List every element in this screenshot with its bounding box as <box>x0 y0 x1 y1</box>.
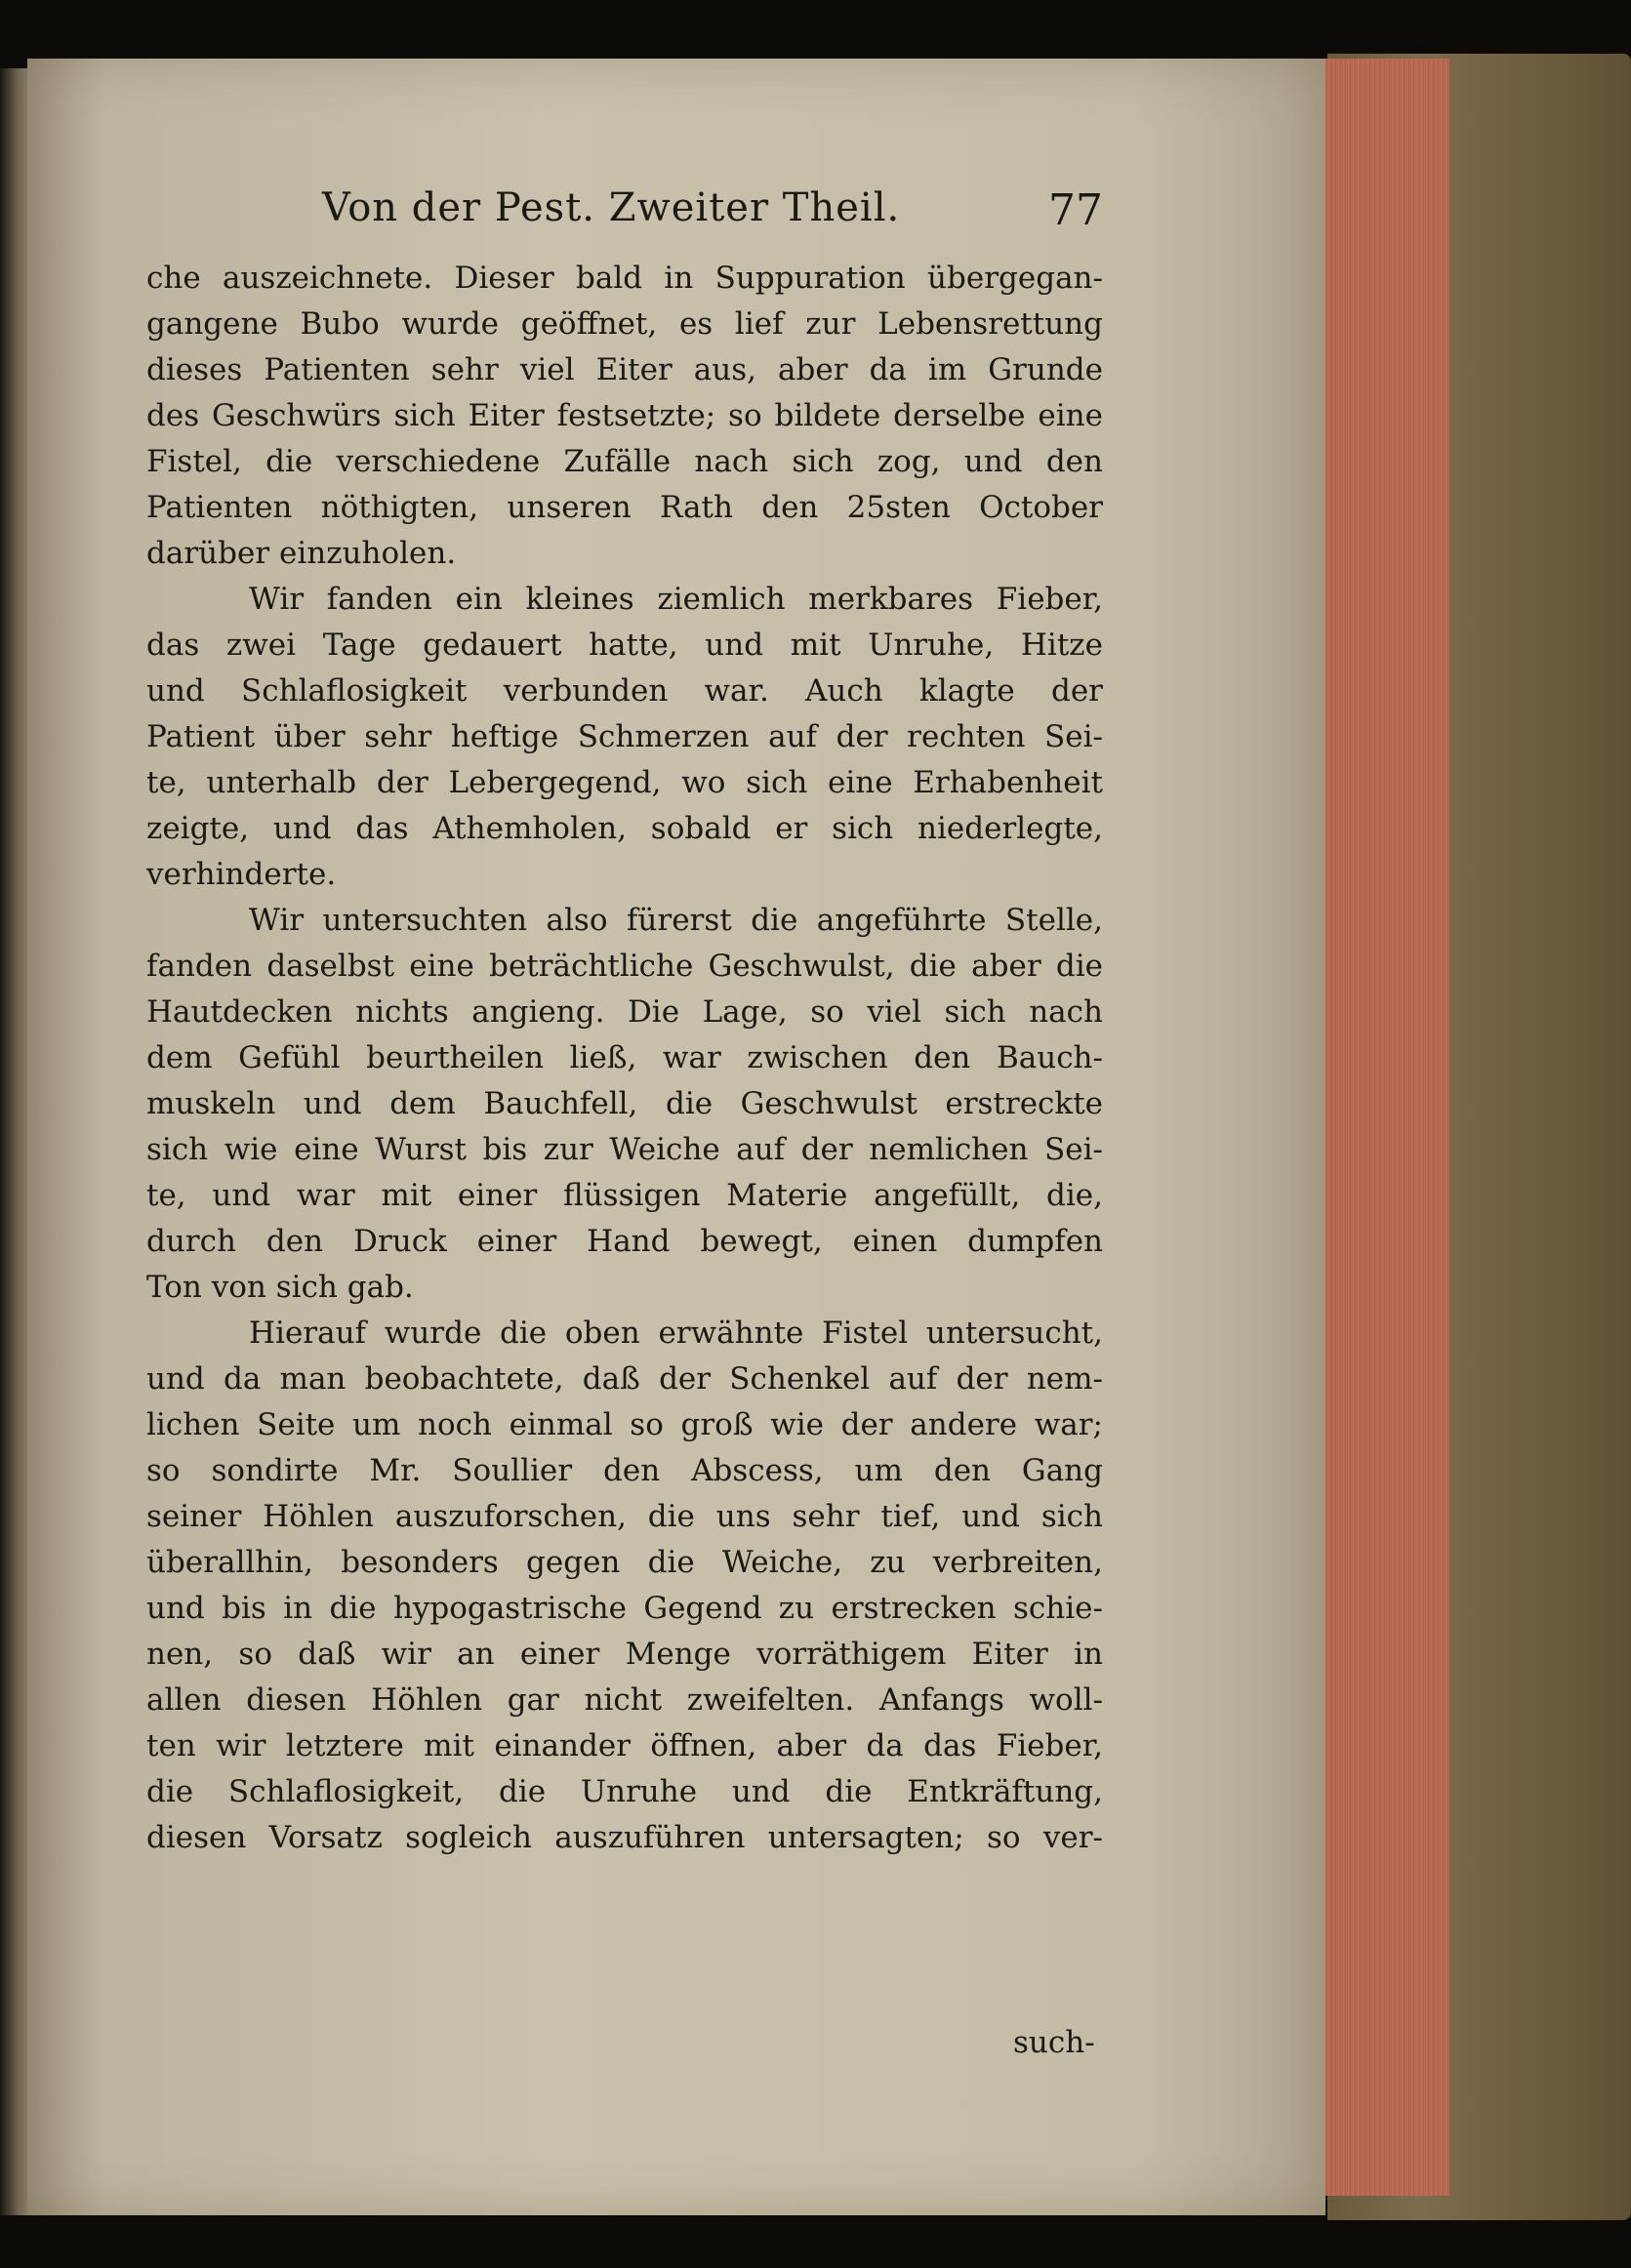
text-line: Fistel, die verschiedene Zufälle nach sich zog, und den <box>146 444 1103 479</box>
text-line: che auszeichnete. Dieser bald in Suppuration übergegan- <box>146 261 1103 296</box>
text-line: und Schlaflosigkeit verbunden war. Auch klagte der <box>146 673 1103 709</box>
text-line: verhinderte. <box>146 857 337 892</box>
text-line: gangene Bubo wurde geöffnet, es lief zur Lebensrettung <box>146 306 1103 342</box>
text-line: sich wie eine Wurst bis zur Weiche auf der nemlichen Sei- <box>146 1132 1103 1167</box>
body-text <box>146 256 1103 1861</box>
text-line: des Geschwürs sich Eiter festsetzte; so bildete derselbe eine <box>146 398 1103 433</box>
text-line: und bis in die hypogastrische Gegend zu erstrecken schie- <box>146 1591 1103 1626</box>
header-title: Von der Pest. Zweiter Theil. <box>322 185 901 230</box>
text-line: Hautdecken nichts angieng. Die Lage, so viel sich nach <box>146 994 1103 1030</box>
text-line: Ton von sich gab. <box>146 1270 414 1305</box>
text-line: nen, so daß wir an einer Menge vorräthigem Eiter in <box>146 1637 1103 1672</box>
text-line: ten wir letztere mit einander öffnen, aber da das Fieber, <box>146 1728 1103 1763</box>
running-header <box>322 185 1103 244</box>
text-line: muskeln und dem Bauchfell, die Geschwulst erstreckte <box>146 1086 1103 1121</box>
text-line: Wir fanden ein kleines ziemlich merkbares Fieber, <box>249 582 1103 617</box>
text-line: Wir untersuchten also fürerst die angeführte Stelle, <box>249 903 1103 938</box>
catchword: such- <box>1013 2025 1095 2060</box>
text-line: zeigte, und das Athemholen, sobald er sich niederlegte, <box>146 811 1103 846</box>
text-line: dem Gefühl beurtheilen ließ, war zwischen den Bauch- <box>146 1040 1103 1075</box>
text-line: te, unterhalb der Lebergegend, wo sich eine Erhabenheit <box>146 765 1103 800</box>
text-line: so sondirte Mr. Soullier den Abscess, um den Gang <box>146 1453 1103 1488</box>
text-line: durch den Druck einer Hand bewegt, einen dumpfen <box>146 1224 1103 1259</box>
text-line: Hierauf wurde die oben erwähnte Fistel untersucht, <box>249 1316 1103 1351</box>
text-line: Patient über sehr heftige Schmerzen auf der rechten Sei- <box>146 719 1103 754</box>
text-line: allen diesen Höhlen gar nicht zweifelten. Anfangs woll- <box>146 1682 1103 1718</box>
text-line: überallhin, besonders gegen die Weiche, zu verbreiten, <box>146 1545 1103 1580</box>
previous-page-edge <box>0 68 29 2215</box>
text-line: Patienten nöthigten, unseren Rath den 25sten October <box>146 490 1103 525</box>
text-line: seiner Höhlen auszuforschen, die uns sehr tief, und sich <box>146 1499 1103 1534</box>
text-line: dieses Patienten sehr viel Eiter aus, aber da im Grunde <box>146 352 1103 387</box>
text-line: lichen Seite um noch einmal so groß wie der andere war; <box>146 1407 1103 1442</box>
page-edges <box>1323 59 1449 2196</box>
page-number: 77 <box>1048 185 1103 235</box>
text-line: das zwei Tage gedauert hatte, und mit Unruhe, Hitze <box>146 628 1103 663</box>
text-line: und da man beobachtete, daß der Schenkel auf der nem- <box>146 1361 1103 1397</box>
text-line: darüber einzuholen. <box>146 536 457 571</box>
text-line: te, und war mit einer flüssigen Materie angefüllt, die, <box>146 1178 1103 1213</box>
text-line: die Schlaflosigkeit, die Unruhe und die Entkräftung, <box>146 1774 1103 1809</box>
text-line: diesen Vorsatz sogleich auszuführen untersagten; so ver- <box>146 1820 1103 1855</box>
text-line: fanden daselbst eine beträchtliche Geschwulst, die aber die <box>146 949 1103 984</box>
